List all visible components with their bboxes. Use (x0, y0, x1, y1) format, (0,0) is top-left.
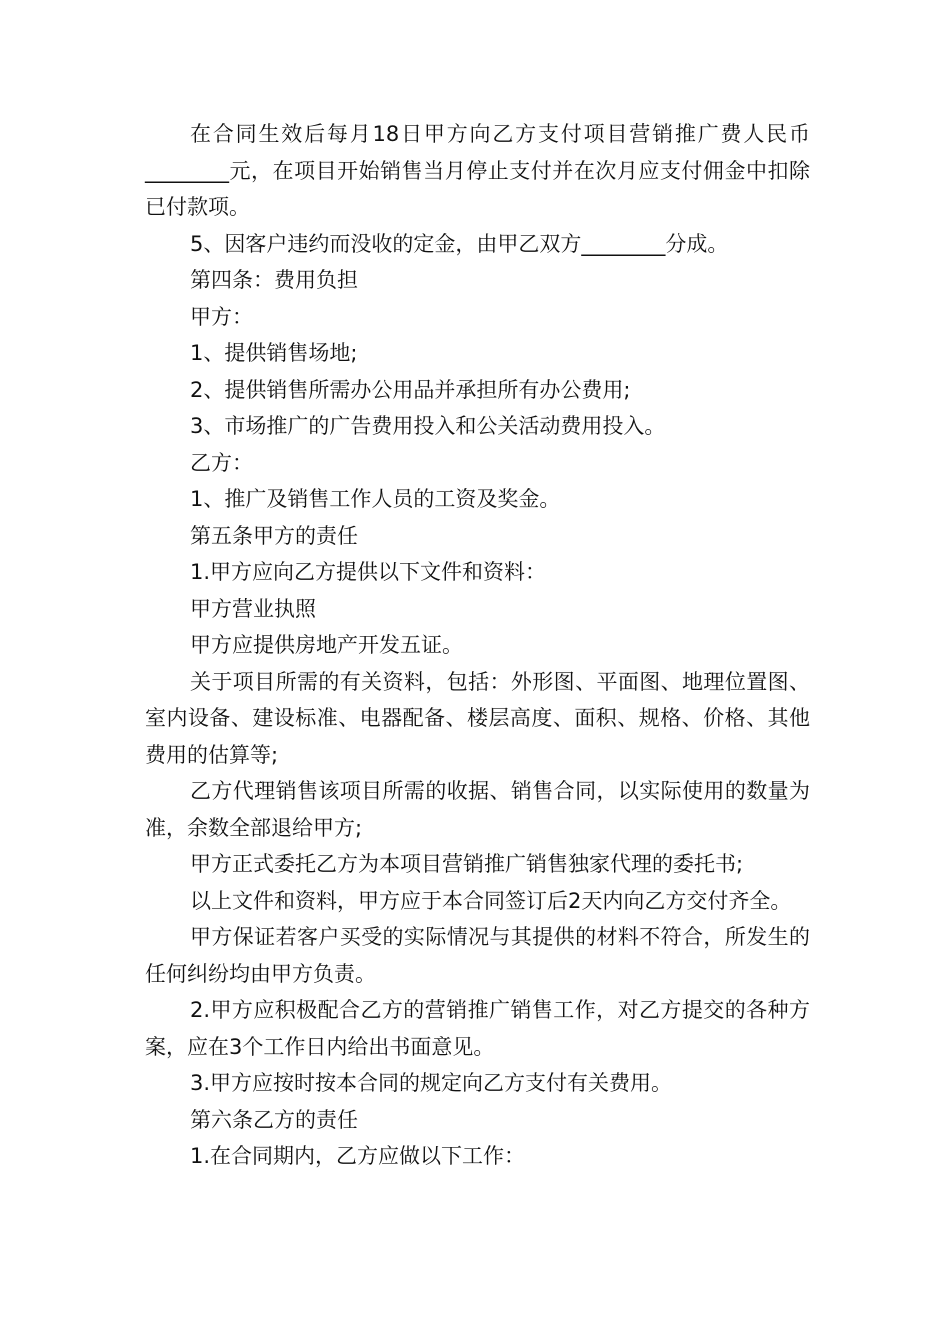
list-item: 2、提供销售所需办公用品并承担所有办公费用; (190, 377, 631, 402)
delivery-deadline: 以上文件和资料，甲方应于本合同签订后2天内向乙方交付齐全。 (190, 888, 792, 913)
list-item: 1.在合同期内，乙方应做以下工作： (190, 1144, 526, 1168)
party-b-label: 乙方： (190, 450, 253, 475)
party-a-label: 甲方： (190, 304, 253, 329)
list-item: 2.甲方应积极配合乙方的营销推广销售工作，对乙方提交的各种方案，应在3个工作日内给出书面意见。 (145, 998, 810, 1059)
list-item: 1、提供销售场地; (190, 341, 358, 365)
document-body (145, 116, 810, 1175)
heading-article-6: 第六条乙方的责任 (190, 1107, 358, 1132)
list-item: 1.甲方应向乙方提供以下文件和资料： (190, 560, 547, 584)
document-item: 关于项目所需的有关资料，包括：外形图、平面图、地理位置图、室内设备、建设标准、电器配备、楼层高度、面积、规格、价格、其他费用的估算等; (145, 669, 810, 767)
heading-article-5: 第五条甲方的责任 (190, 523, 358, 548)
document-item: 甲方正式委托乙方为本项目营销推广销售独家代理的委托书; (190, 852, 744, 876)
heading-article-4: 第四条：费用负担 (190, 268, 358, 292)
paragraph-deposit-split: 5、因客户违约而没收的定金，由甲乙双方________分成。 (190, 231, 729, 256)
list-item: 1、推广及销售工作人员的工资及奖金。 (190, 487, 561, 511)
liability-clause: 甲方保证若客户买受的实际情况与其提供的材料不符合，所发生的任何纠纷均由甲方负责。 (145, 925, 810, 986)
list-item: 3、市场推广的广告费用投入和公关活动费用投入。 (190, 414, 666, 438)
document-item: 甲方营业执照 (190, 596, 316, 621)
paragraph-payment-terms: 在合同生效后每月18日甲方向乙方支付项目营销推广费人民币________元，在项目开始销售当月停止支付并在次月应支付佣金中扣除已付款项。 (145, 122, 810, 219)
document-item: 甲方应提供房地产开发五证。 (190, 633, 463, 657)
list-item: 3.甲方应按时按本合同的规定向乙方支付有关费用。 (190, 1071, 673, 1095)
document-item: 乙方代理销售该项目所需的收据、销售合同，以实际使用的数量为准，余数全部退给甲方; (145, 779, 810, 840)
